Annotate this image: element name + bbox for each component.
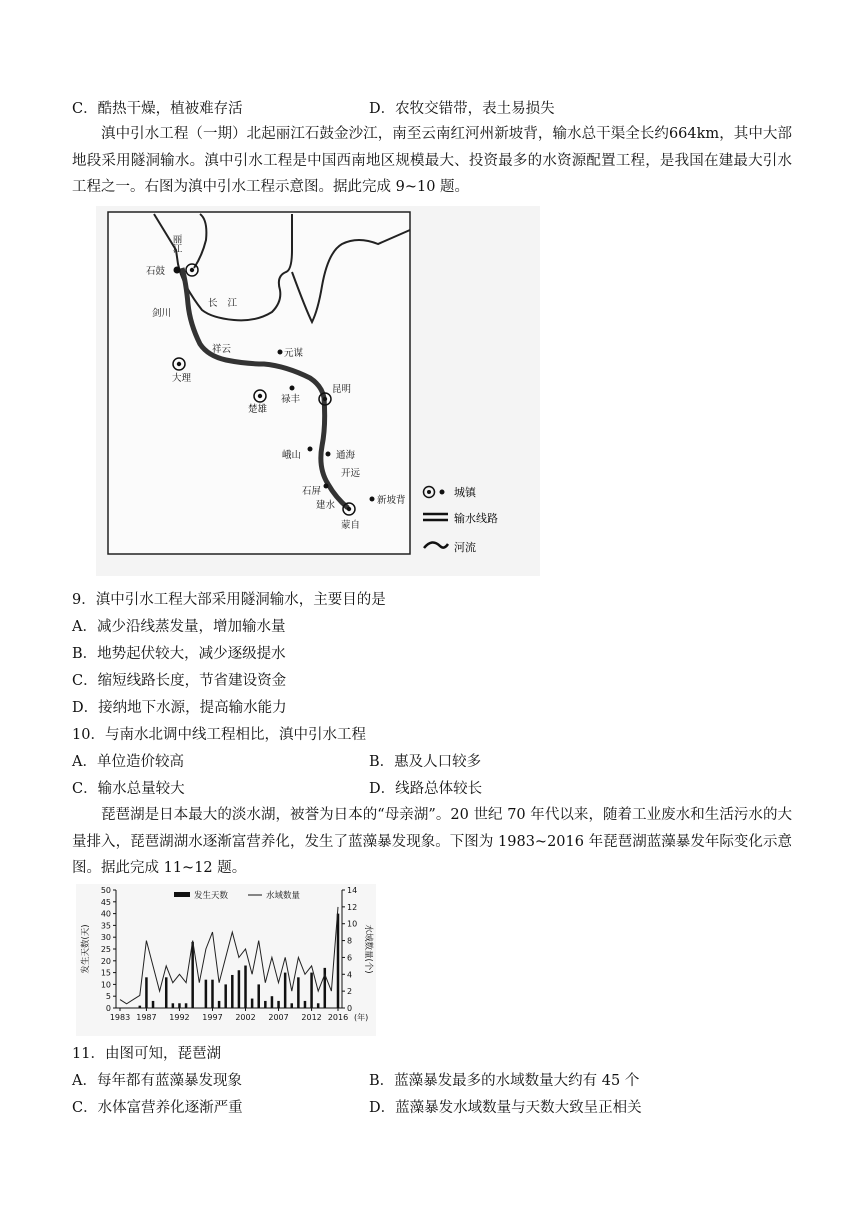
algae-bloom-chart: [76, 884, 376, 1036]
bar-days: [297, 977, 300, 1008]
bar-days: [277, 1001, 280, 1008]
legend-route: 输水线路: [454, 512, 498, 525]
map-frame: [108, 212, 410, 554]
y-left-tick-label: 20: [100, 956, 111, 966]
y-right-tick-label: 4: [347, 970, 353, 980]
q9-stem: 9．滇中引水工程大部采用隧洞输水，主要目的是: [72, 592, 386, 608]
y-left-axis-label: 发生天数(天): [81, 924, 91, 974]
legend-swatch-days: [174, 892, 190, 897]
bar-days: [145, 977, 148, 1008]
q9-option-a: A．减少沿线蒸发量，增加输水量: [72, 619, 286, 635]
x-tick-label: 1997: [202, 1013, 223, 1022]
bar-days: [238, 970, 241, 1008]
q10-option-a: A．单位造价较高: [72, 754, 184, 770]
label-kunming: 昆明: [332, 384, 352, 395]
bar-days: [264, 1001, 267, 1008]
label-lufeng: 禄丰: [281, 394, 301, 405]
y-left-tick-label: 50: [100, 886, 111, 895]
bar-days: [211, 980, 214, 1008]
q9-option-d: D．接纳地下水源，提高输水能力: [72, 700, 287, 716]
label-chuxiong: 楚雄: [248, 404, 268, 415]
y-right-tick-label: 6: [347, 953, 353, 963]
legend-label-areas: 水域数量: [266, 891, 301, 901]
y-left-tick-label: 10: [100, 980, 111, 990]
bar-days: [291, 1003, 294, 1008]
bar-days: [224, 984, 227, 1008]
y-left-tick-label: 25: [100, 945, 111, 954]
q9-option-c: C．缩短线路长度，节省建设资金: [72, 673, 287, 689]
bar-days: [317, 1003, 320, 1008]
label-xinpobei: 新坡背: [377, 495, 406, 506]
y-left-tick-label: 30: [100, 933, 111, 943]
bar-days: [178, 1003, 181, 1008]
bar-days: [337, 914, 340, 1008]
x-tick-label: 2007: [268, 1013, 289, 1022]
y-right-tick-label: 10: [347, 919, 358, 929]
y-right-tick-label: 12: [347, 902, 358, 912]
label-lijiang: 丽江: [170, 234, 182, 253]
bar-days: [139, 1006, 142, 1008]
legend-town: 城镇: [454, 486, 476, 499]
x-tick-label: 2016: [327, 1013, 349, 1022]
label-shiping: 石屏: [302, 486, 322, 497]
bar-days: [251, 999, 254, 1008]
label-yuanmou: 元谋: [284, 348, 304, 359]
bar-days: [310, 973, 313, 1008]
label-tonghai: 通海: [336, 450, 356, 461]
y-right-tick-label: 2: [347, 987, 353, 997]
y-left-tick-label: 45: [100, 897, 111, 907]
label-mengzi: 蒙自: [341, 520, 361, 531]
x-tick-label: 1992: [169, 1013, 190, 1022]
label-kaiyuan: 开远: [341, 468, 361, 479]
q11-option-d: D．蓝藻暴发水域数量与天数大致呈正相关: [369, 1100, 642, 1116]
x-tick-label: 2012: [301, 1013, 322, 1022]
bar-days: [231, 975, 234, 1008]
bar-days: [185, 1003, 188, 1008]
bar-days: [191, 942, 194, 1008]
bar-days: [304, 1001, 307, 1008]
bar-days: [218, 1001, 221, 1008]
y-left-tick-label: 40: [100, 909, 111, 919]
label-jianchuan: 剑川: [152, 308, 172, 319]
y-left-tick-label: 15: [100, 968, 111, 978]
x-tick-label: 1987: [136, 1013, 157, 1022]
water-diversion-map: [96, 206, 540, 576]
label-jianshui: 建水: [316, 500, 336, 511]
q11-stem: 11．由图可知，琵琶湖: [72, 1046, 221, 1062]
label-shigu: 石鼓: [146, 266, 166, 277]
y-left-tick-label: 35: [100, 921, 111, 931]
bar-days: [205, 980, 208, 1008]
label-changjiang: 长江: [208, 298, 248, 309]
q8-option-c: C．酷热干燥，植被难存活: [72, 101, 243, 117]
bar-days: [257, 984, 260, 1008]
legend-label-days: 发生天数: [194, 891, 229, 901]
q10-stem: 10．与南水北调中线工程相比，滇中引水工程: [72, 727, 366, 743]
bar-days: [152, 1001, 155, 1008]
x-tick-label: 2002: [235, 1013, 256, 1022]
passage-2: 琵琶湖是日本最大的淡水湖，被誉为日本的“母亲湖”。20 世纪 70 年代以来，随着工业废水和生活污水的大量排入，琵琶湖湖水逐渐富营养化，发生了蓝藻暴发现象。下图为 1983~2016 年琵琶湖蓝藻暴发年际变化示意图。据此完成 11~12 题。: [72, 807, 792, 876]
x-axis-unit: (年): [354, 1013, 369, 1022]
passage-1: 滇中引水工程（一期）北起丽江石鼓金沙江，南至云南红河州新坡背，输水总干渠全长约664km，其中大部地段采用隧洞输水。滇中引水工程是中国西南地区规模最大、投资最多的水资源配置工程，是我国在建最大引水工程之一。右图为滇中引水工程示意图。据此完成 9~10 题。: [72, 126, 792, 195]
y-right-axis-label: 水域数量(个): [363, 924, 373, 974]
y-left-tick-label: 5: [105, 992, 111, 1002]
q9-option-b: B．地势起伏较大，减少逐级提水: [72, 646, 286, 662]
q11-option-b: B．蓝藻暴发最多的水域数量大约有 45 个: [369, 1073, 640, 1089]
label-eshan: 峨山: [282, 450, 302, 461]
q11-option-c: C．水体富营养化逐渐严重: [72, 1100, 243, 1116]
q10-option-b: B．惠及人口较多: [369, 754, 482, 770]
q10-option-c: C．输水总量较大: [72, 781, 185, 797]
q10-option-d: D．线路总体较长: [369, 781, 483, 797]
bar-days: [172, 1003, 175, 1008]
x-tick-label: 1983: [109, 1013, 131, 1022]
bar-days: [271, 996, 274, 1008]
q8-option-d: D．农牧交错带，表土易损失: [369, 101, 555, 117]
y-right-tick-label: 0: [347, 1004, 353, 1013]
bar-days: [165, 977, 168, 1008]
y-right-tick-label: 14: [347, 886, 358, 895]
label-dali: 大理: [172, 373, 192, 384]
q11-option-a: A．每年都有蓝藻暴发现象: [72, 1073, 242, 1089]
label-xiangyun: 祥云: [212, 344, 232, 355]
legend-river: 河流: [454, 541, 476, 554]
y-right-tick-label: 8: [347, 936, 353, 946]
bar-days: [244, 966, 247, 1008]
bar-days: [284, 973, 287, 1008]
y-left-tick-label: 0: [105, 1004, 111, 1013]
